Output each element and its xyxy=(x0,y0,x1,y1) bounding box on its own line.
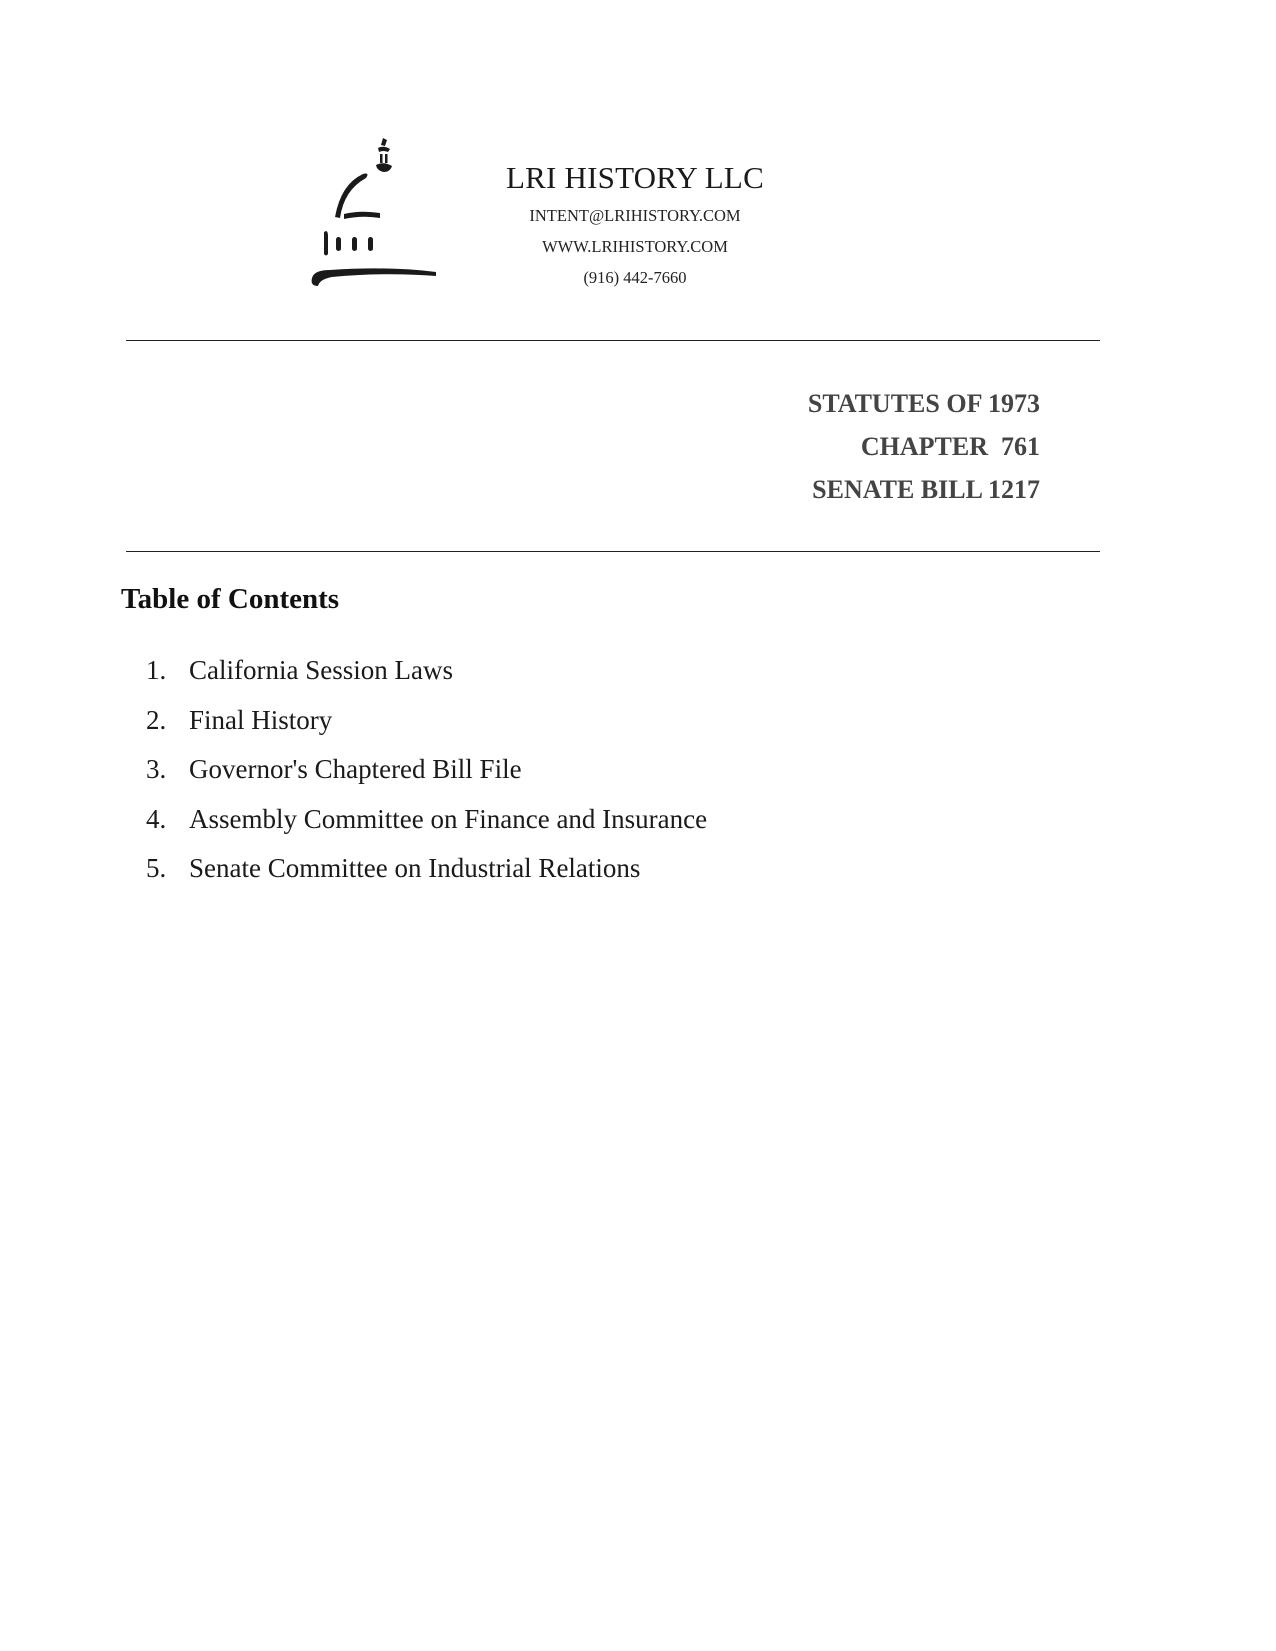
letterhead xyxy=(460,160,810,293)
statutes-line: STATUTES OF 1973 xyxy=(807,389,1040,418)
toc-item-number: 4. xyxy=(146,803,167,834)
divider-bottom xyxy=(126,551,1100,552)
toc-item xyxy=(146,696,707,746)
toc-item-label: Governor's Chaptered Bill File xyxy=(189,754,522,784)
toc-item xyxy=(146,745,707,795)
toc-item-number: 5. xyxy=(146,853,167,883)
toc-item xyxy=(146,646,707,696)
company-name: LRI HISTORY LLC xyxy=(506,160,764,195)
toc-item-number: 2. xyxy=(146,704,167,735)
contact-website: WWW.LRIHISTORY.COM xyxy=(542,237,728,256)
capitol-dome-icon xyxy=(308,136,454,294)
bill-info xyxy=(808,382,1040,511)
toc-item-label: Final History xyxy=(189,704,333,735)
toc-list xyxy=(146,646,707,894)
toc-item-number: 3. xyxy=(146,754,167,784)
toc-item-label: Senate Committee on Industrial Relations xyxy=(189,853,641,883)
toc-title: Table of Contents xyxy=(121,583,340,615)
toc-item xyxy=(146,795,707,845)
contact-email: INTENT@LRIHISTORY.COM xyxy=(529,206,741,225)
toc-item-number: 1. xyxy=(146,655,167,685)
toc-item-label: Assembly Committee on Finance and Insurance xyxy=(189,803,708,834)
senate-bill-line: SENATE BILL 1217 xyxy=(812,475,1040,504)
chapter-line: CHAPTER 761 xyxy=(860,432,1040,461)
toc-item xyxy=(146,844,707,894)
divider-top xyxy=(126,340,1100,341)
contact-phone: (916) 442-7660 xyxy=(583,268,687,287)
toc-item-label: California Session Laws xyxy=(189,655,453,685)
